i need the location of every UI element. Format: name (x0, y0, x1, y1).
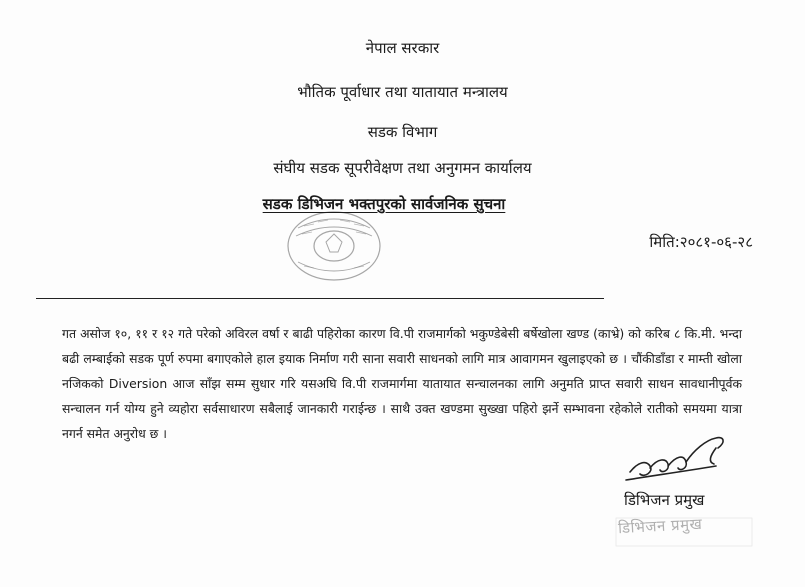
stamp-text: डिभिजन प्रमुख (617, 514, 703, 538)
signature-icon (620, 432, 750, 490)
notice-date: मिति:२०८१-०६-२८ (649, 233, 753, 251)
office-seal-icon (284, 206, 384, 282)
notice-title: सडक डिभिजन भक्तपुरको सार्वजनिक सुचना (262, 195, 506, 213)
notice-paragraph: गत असोज १०, ११ र १२ गते परेको अविरल वर्षा र बाढी पहिरोका कारण वि.पी राजमार्गको भकुण्डेबेसी बर्षेखोला खण्ड (काभ्रे) को करिब ८ कि.मी. भन्दा बढी लम्बाईको सडक पूर्ण रुपमा बगाएकोले हाल इयाक निर्माण गरी साना सवारी साधनको लागि मात्र आवागमन खुलाइएको छ । चौंकीडाँडा र माम्ती खोला नजिकको Diversion आज साँझ सम्म सुधार गरि यसअघि वि.पी राजमार्गमा यातायात सन्चालनका लागि अनुमति प्राप्त सवारी साधन सावधानीपूर्वक सन्चालन गर्न योग्य हुने व्यहोरा सर्वसाधारण सबैलाई जानकारी गराईन्छ । साथै उक्त खण्डमा सुख्खा पहिरो झर्ने सम्भावना रहेकोले रातीको समयमा यात्रा नगर्न समेत अनुरोध छ । (62, 326, 742, 441)
notice-body (62, 321, 742, 446)
signatory-title: डिभिजन प्रमुख (624, 491, 705, 509)
divider-line (36, 298, 604, 299)
header-government: नेपाल सरकार (365, 39, 440, 57)
header-ministry: भौतिक पूर्वाधार तथा यातायात मन्त्रालय (297, 83, 508, 101)
header-office: संघीय सडक सूपरीवेक्षण तथा अनुगमन कार्यालय (273, 159, 532, 177)
header-department: सडक विभाग (367, 123, 438, 141)
